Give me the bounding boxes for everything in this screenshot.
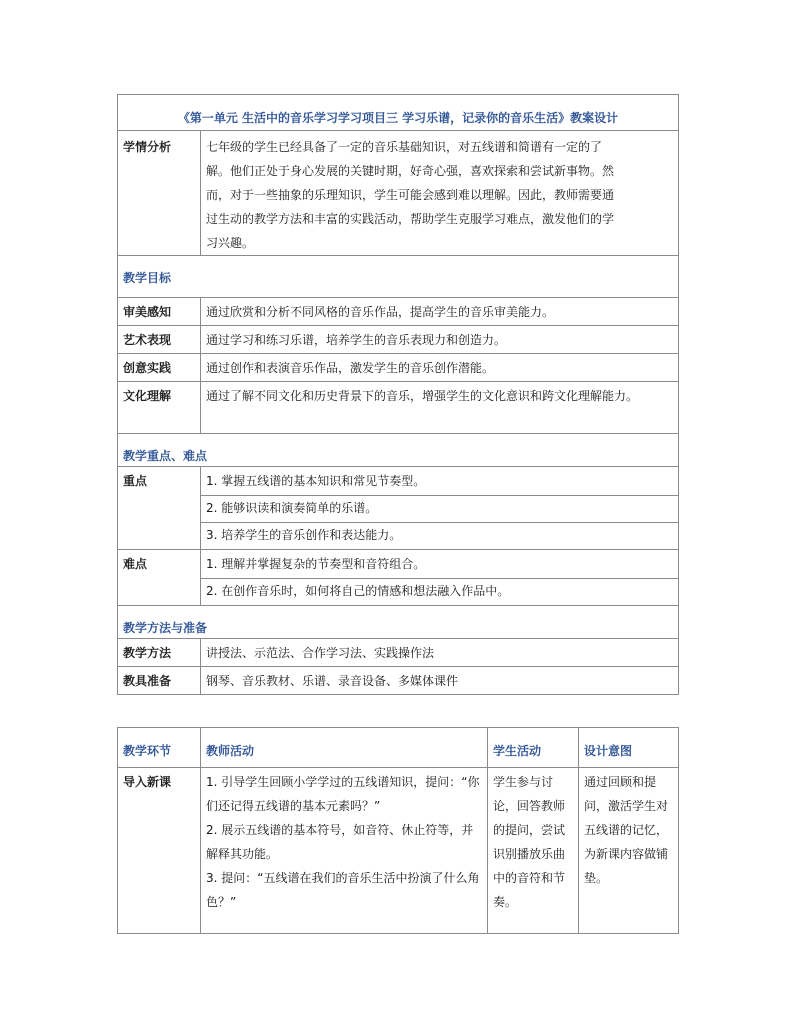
difficult-points-list — [201, 550, 679, 606]
difficult-point-item: 2. 在创作音乐时，如何将自己的情感和想法融入作品中。 — [206, 584, 510, 598]
section-methods: 教学方法与准备 — [118, 606, 679, 639]
analysis-line: 七年级的学生已经具备了一定的音乐基础知识，对五线谱和简谱有一定的了 — [206, 140, 603, 154]
teaching-process-table — [117, 727, 678, 934]
difficult-points-label: 难点 — [118, 550, 201, 606]
analysis-line: 解。他们正处于身心发展的关键时期，好奇心强，喜欢探索和尝试新事物。然 — [206, 164, 615, 178]
prep-label: 教具准备 — [118, 667, 201, 695]
goal-text: 通过创作和表演音乐作品，激发学生的音乐创作潜能。 — [201, 354, 679, 382]
teacher-step: 2. 展示五线谱的基本符号，如音符、休止符等，并解释其功能。 — [206, 823, 474, 861]
method-label: 教学方法 — [118, 639, 201, 667]
teacher-step: 3. 提问：“五线谱在我们的音乐生活中扮演了什么角色？” — [206, 871, 480, 909]
key-point-item: 3. 培养学生的音乐创作和表达能力。 — [206, 528, 402, 542]
teacher-step: 1. 引导学生回顾小学学过的五线谱知识，提问：“你们还记得五线谱的基本元素吗？” — [206, 775, 480, 813]
goal-label: 审美感知 — [118, 298, 201, 326]
analysis-label: 学情分析 — [118, 131, 201, 256]
goal-label: 艺术表现 — [118, 326, 201, 354]
goal-text: 通过了解不同文化和历史背景下的音乐，增强学生的文化意识和跨文化理解能力。 — [201, 382, 679, 434]
analysis-line: 习兴趣。 — [206, 236, 255, 250]
header-stage: 教学环节 — [118, 728, 201, 768]
method-text: 讲授法、示范法、合作学习法、实践操作法 — [201, 639, 679, 667]
lesson-plan-table — [117, 94, 678, 695]
goal-label: 文化理解 — [118, 382, 201, 434]
teacher-activity — [201, 768, 488, 934]
header-intent: 设计意图 — [579, 728, 679, 768]
goal-label: 创意实践 — [118, 354, 201, 382]
analysis-line: 过生动的教学方法和丰富的实践活动，帮助学生克服学习难点，激发他们的学 — [206, 212, 615, 226]
student-activity: 学生参与讨论，回答教师的提问，尝试识别播放乐曲中的音符和节奏。 — [488, 768, 579, 934]
section-goals: 教学目标 — [118, 256, 679, 298]
document-title: 《第一单元 生活中的音乐学习学习项目三 学习乐谱，记录你的音乐生活》教案设计 — [118, 95, 679, 131]
header-student: 学生活动 — [488, 728, 579, 768]
key-point-item: 2. 能够识读和演奏简单的乐谱。 — [201, 496, 678, 523]
difficult-point-item: 1. 理解并掌握复杂的节奏型和音符组合。 — [201, 552, 678, 579]
key-points-list — [201, 467, 679, 550]
design-intent: 通过回顾和提问，激活学生对五线谱的记忆，为新课内容做铺垫。 — [579, 768, 679, 934]
header-teacher: 教师活动 — [201, 728, 488, 768]
analysis-line: 而，对于一些抽象的乐理知识，学生可能会感到难以理解。因此，教师需要通 — [206, 188, 615, 202]
analysis-text — [201, 131, 679, 256]
goal-text: 通过学习和练习乐谱，培养学生的音乐表现力和创造力。 — [201, 326, 679, 354]
prep-text: 钢琴、音乐教材、乐谱、录音设备、多媒体课件 — [201, 667, 679, 695]
stage-label: 导入新课 — [118, 768, 201, 934]
key-points-label: 重点 — [118, 467, 201, 550]
goal-text: 通过欣赏和分析不同风格的音乐作品，提高学生的音乐审美能力。 — [201, 298, 679, 326]
section-focus: 教学重点、难点 — [118, 434, 679, 467]
key-point-item: 1. 掌握五线谱的基本知识和常见节奏型。 — [201, 469, 678, 496]
